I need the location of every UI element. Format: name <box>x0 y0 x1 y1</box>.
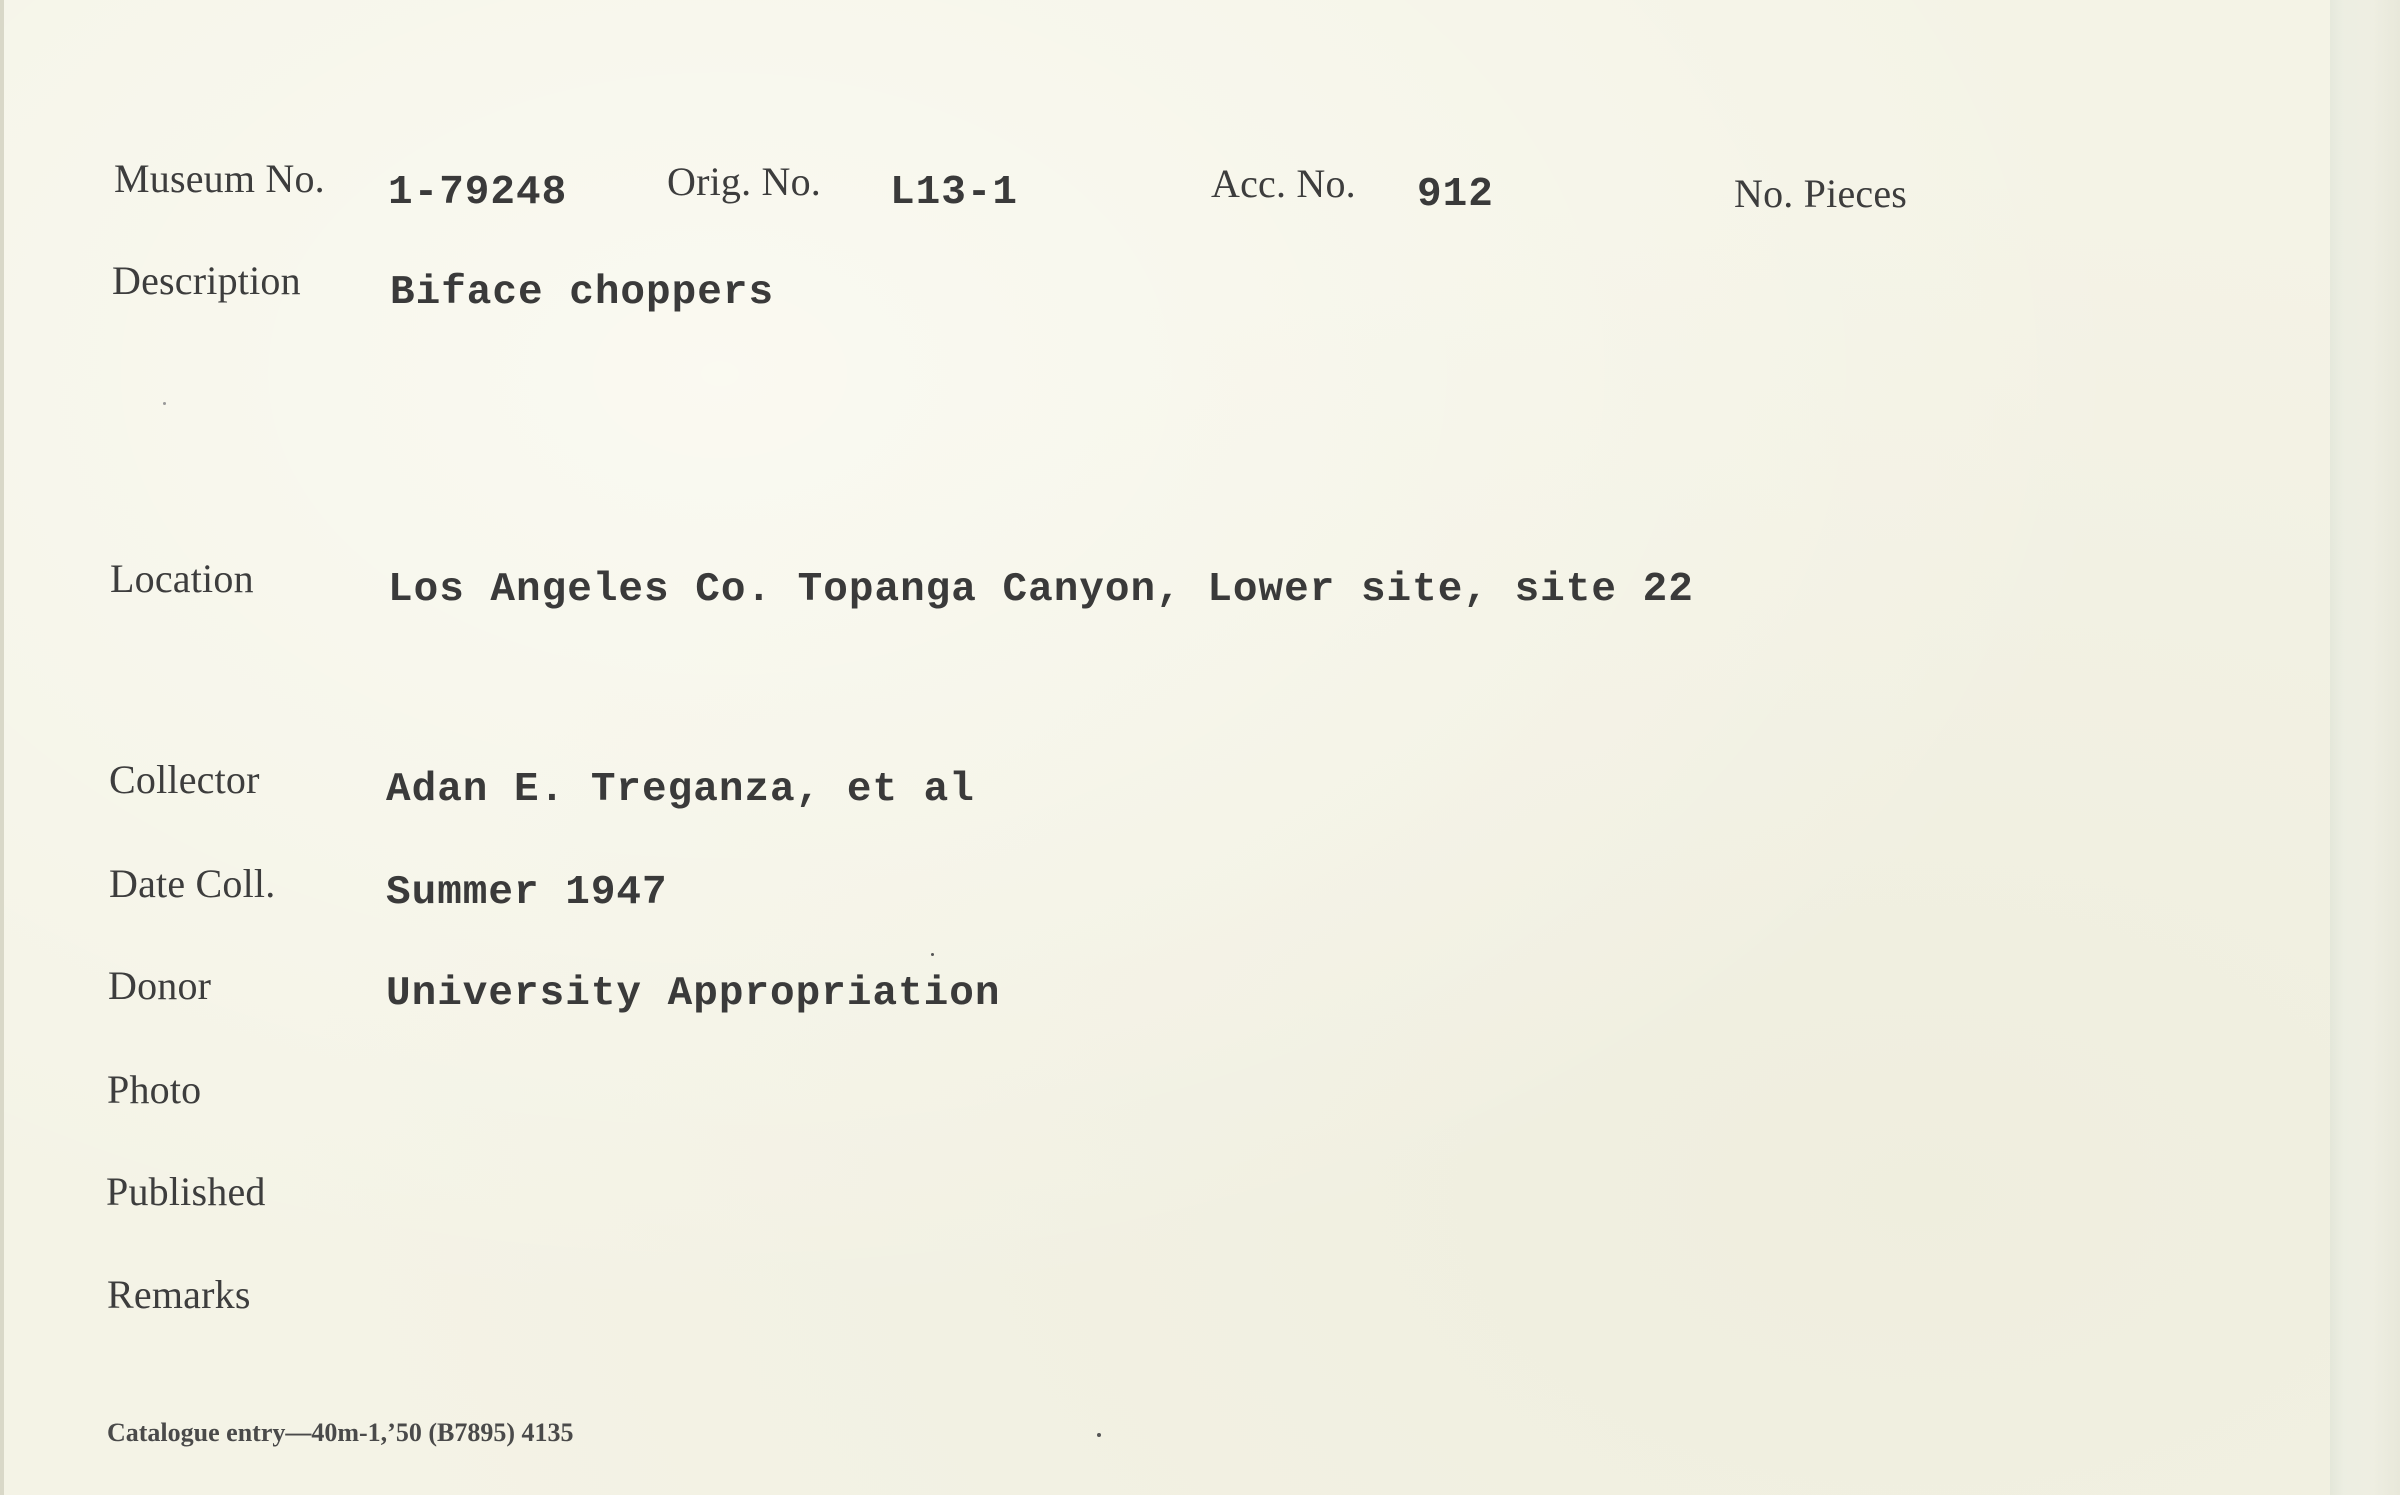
paper-speck <box>931 953 934 956</box>
orig-no-label: Orig. No. <box>667 159 822 204</box>
museum-no-label: Museum No. <box>114 156 325 201</box>
card-right-edge <box>2330 0 2400 1495</box>
collector-label: Collector <box>109 757 260 802</box>
date-coll-label: Date Coll. <box>109 861 276 906</box>
published-label: Published <box>106 1169 266 1214</box>
acc-no-value: 912 <box>1417 172 1494 218</box>
remarks-label: Remarks <box>107 1272 251 1317</box>
catalogue-footer: Catalogue entry—40m-1,’50 (B7895) 4135 <box>107 1418 574 1447</box>
location-label: Location <box>110 556 254 601</box>
donor-value: University Appropriation <box>386 971 1001 1017</box>
no-pieces-label: No. Pieces <box>1734 171 1908 216</box>
paper-speck <box>1097 1433 1101 1437</box>
orig-no-value: L13-1 <box>890 170 1019 216</box>
museum-no-value: 1-79248 <box>388 170 568 216</box>
acc-no-label: Acc. No. <box>1211 161 1356 206</box>
collector-value: Adan E. Treganza, et al <box>386 767 975 813</box>
date-coll-value: Summer 1947 <box>386 870 668 916</box>
photo-label: Photo <box>107 1067 202 1112</box>
card-left-edge <box>0 0 4 1495</box>
paper-speck <box>163 402 166 405</box>
location-value: Los Angeles Co. Topanga Canyon, Lower site, site 22 <box>388 567 1694 613</box>
donor-label: Donor <box>108 963 212 1008</box>
description-label: Description <box>112 258 301 303</box>
description-value: Biface choppers <box>390 270 775 316</box>
